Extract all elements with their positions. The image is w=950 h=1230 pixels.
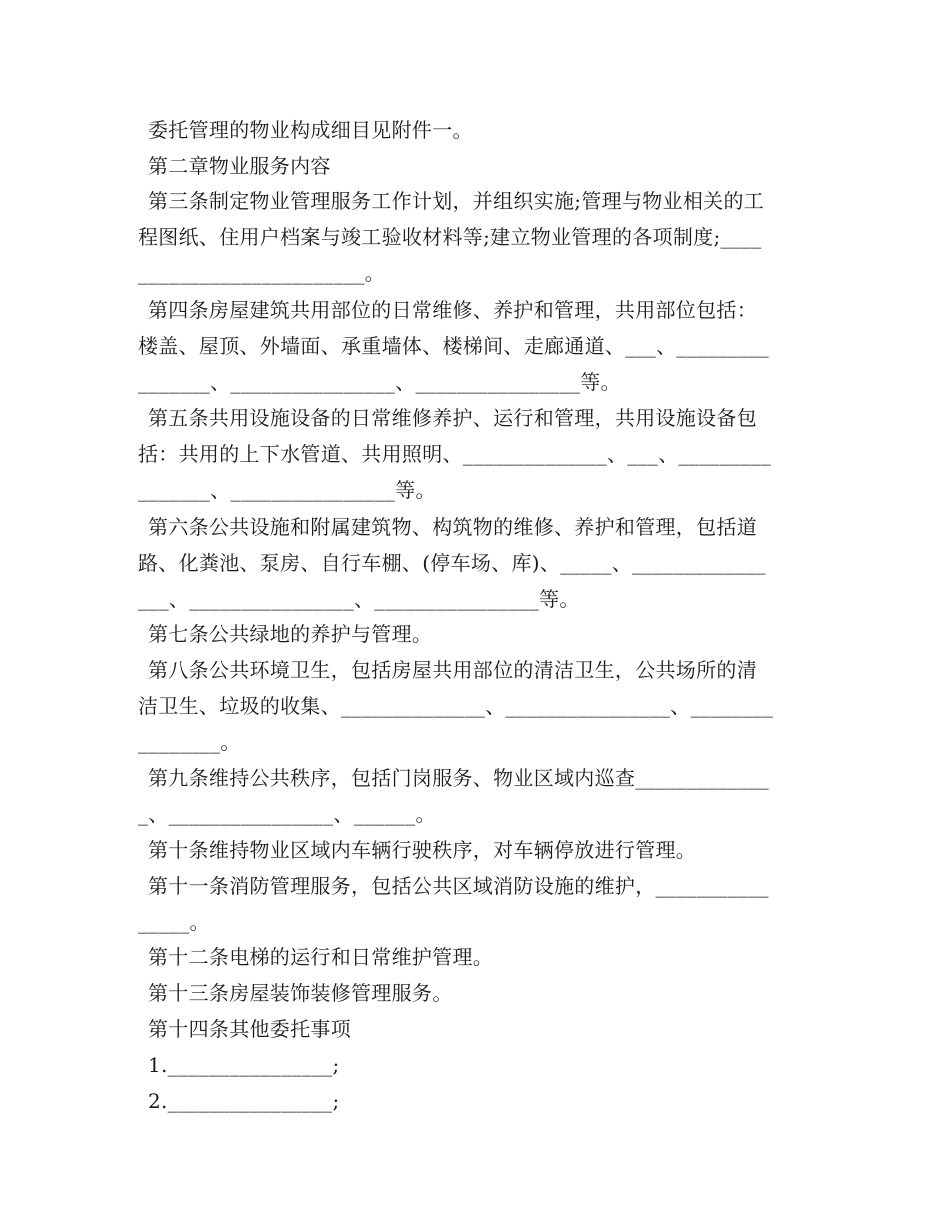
text-line: 第五条共用设施设备的日常维修养护、运行和管理，共用设施设备包 [148, 406, 757, 430]
text-line: 委托管理的物业构成细目见附件一。 [148, 118, 473, 142]
text-line: 第十三条房屋装饰装修管理服务。 [148, 981, 453, 1005]
chapter-heading: 第二章物业服务内容 [148, 154, 331, 178]
text-line: 第十四条其他委托事项 [148, 1017, 351, 1041]
text-line: 第十条维持物业区域内车辆行驶秩序，对车辆停放进行管理。 [148, 838, 697, 862]
text-line: ______________________。 [138, 261, 385, 285]
list-item: 2.________________; [148, 1089, 340, 1113]
text-line: 第八条公共环境卫生，包括房屋共用部位的清洁卫生，公共场所的清 [148, 658, 757, 682]
text-line: _______、________________、________________等。 [138, 370, 621, 394]
text-line: 洁卫生、垃圾的收集、______________、________________、________ [138, 694, 773, 718]
text-line: _____。 [138, 910, 210, 934]
text-line: 第九条维持公共秩序，包括门岗服务、物业区域内巡查_____________ [148, 766, 770, 790]
text-line: 第六条公共设施和附属建筑物、构筑物的维修、养护和管理，包括道 [148, 515, 757, 539]
text-line: 第四条房屋建筑共用部位的日常维修、养护和管理，共用部位包括： [148, 298, 757, 322]
list-item: 1.________________; [148, 1053, 340, 1077]
text-line: 第十一条消防管理服务，包括公共区域消防设施的维护，___________ [148, 874, 769, 898]
text-line: 路、化粪池、泵房、自行车棚、(停车场、库)、_____、_____________ [138, 551, 766, 575]
text-line: 第十二条电梯的运行和日常维护管理。 [148, 945, 494, 969]
text-line: _______、________________等。 [138, 478, 436, 502]
text-line: 第七条公共绿地的养护与管理。 [148, 622, 433, 646]
text-line: ___、________________、________________等。 [138, 587, 580, 611]
text-line: _、________________、______。 [138, 802, 436, 826]
text-line: 第三条制定物业管理服务工作计划，并组织实施;管理与物业相关的工 [148, 189, 765, 213]
text-line: 楼盖、屋顶、外墙面、承重墙体、楼梯间、走廊通道、___、_________ [138, 334, 770, 358]
text-line: ________。 [138, 730, 241, 754]
text-line: 括：共用的上下水管道、共用照明、______________、___、_________ [138, 442, 772, 466]
text-line: 程图纸、住用户档案与竣工验收材料等;建立物业管理的各项制度;____ [138, 225, 762, 249]
